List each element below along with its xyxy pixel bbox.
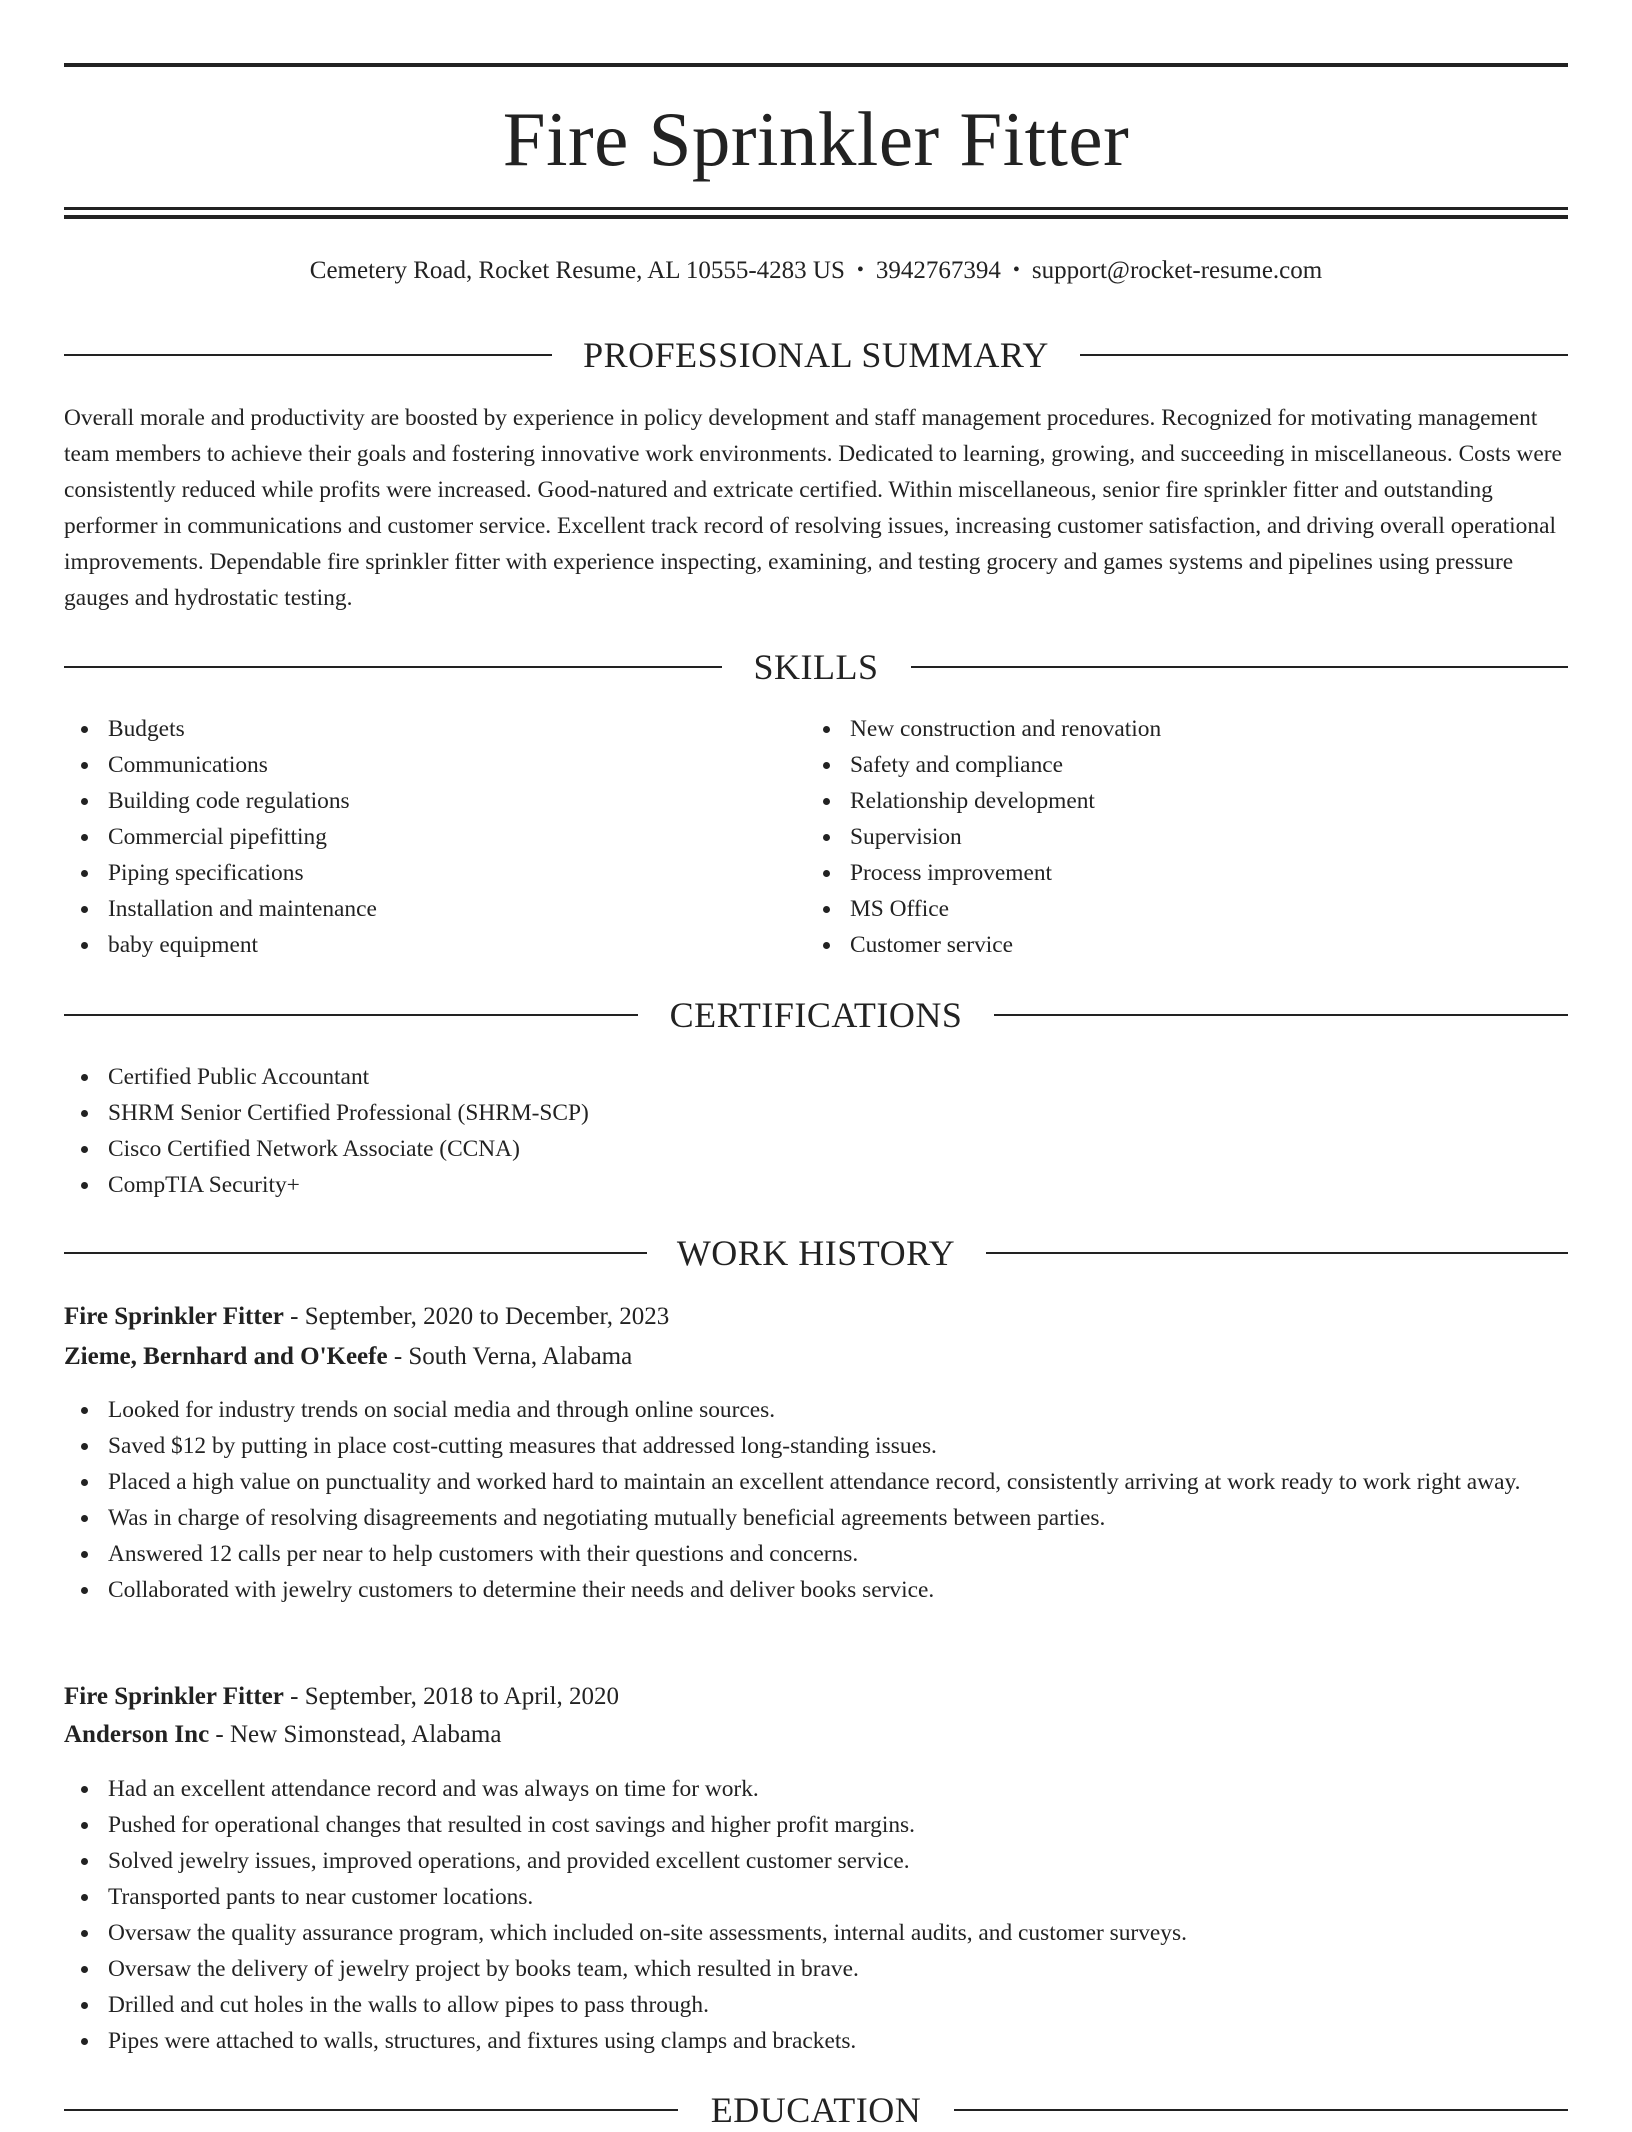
list-item: MS Office xyxy=(806,891,1566,927)
job-title: Fire Sprinkler Fitter xyxy=(64,1303,284,1330)
list-item: Process improvement xyxy=(806,855,1566,891)
list-item: Building code regulations xyxy=(64,783,804,819)
list-item: Supervision xyxy=(806,819,1566,855)
heading-rule-right xyxy=(1080,354,1568,356)
list-item: Saved $12 by putting in place cost-cutting measures that addressed long-standing issues. xyxy=(64,1428,1568,1464)
section-heading-label: PROFESSIONAL SUMMARY xyxy=(583,335,1049,375)
section-heading-label: SKILLS xyxy=(753,647,879,687)
list-item: Placed a high value on punctuality and worked hard to maintain an excellent attendance record, consistently arriving at work ready to work right away. xyxy=(64,1464,1568,1500)
page-title: Fire Sprinkler Fitter xyxy=(502,96,1130,182)
contact-separator: • xyxy=(1012,259,1020,281)
list-item: Pipes were attached to walls, structures, and fixtures using clamps and brackets. xyxy=(64,2023,1568,2059)
section-heading-label: WORK HISTORY xyxy=(676,1233,956,1273)
job-location: - New Simonstead, Alabama xyxy=(209,1721,502,1748)
list-item: Solved jewelry issues, improved operations, and provided excellent customer service. xyxy=(64,1843,1568,1879)
list-item: Piping specifications xyxy=(64,855,804,891)
list-item: Communications xyxy=(64,747,804,783)
list-item: Relationship development xyxy=(806,783,1566,819)
job-company-line xyxy=(64,1338,1568,1376)
job-dates: - September, 2018 to April, 2020 xyxy=(283,1683,619,1710)
contact-email: support@rocket-resume.com xyxy=(1031,257,1323,284)
section-heading-education xyxy=(64,2088,1568,2132)
header-top-rule xyxy=(64,63,1568,67)
section-heading-certifications xyxy=(64,993,1568,1037)
job-location: - South Verna, Alabama xyxy=(387,1343,633,1370)
list-item: CompTIA Security+ xyxy=(64,1167,1568,1203)
section-heading-skills xyxy=(64,645,1568,689)
section-heading-summary xyxy=(64,333,1568,377)
list-item: Was in charge of resolving disagreements and negotiating mutually beneficial agreements between parties. xyxy=(64,1500,1568,1536)
list-item: Looked for industry trends on social media and through online sources. xyxy=(64,1392,1568,1428)
list-item: Safety and compliance xyxy=(806,747,1566,783)
list-item: Transported pants to near customer locations. xyxy=(64,1879,1568,1915)
heading-rule-right xyxy=(911,666,1568,668)
list-item: New construction and renovation xyxy=(806,711,1566,747)
header-bottom-rule-2 xyxy=(64,215,1568,219)
list-item: baby equipment xyxy=(64,927,804,963)
summary-text: Overall morale and productivity are boosted by experience in policy development and staff management procedures. Recognized for motivating management team members to achieve their goals and fostering innovative work environments. Dedicated to learning, growing, and succeeding in miscellaneous. Costs were consistently reduced while profits were increased. Good-natured and extricate certified. Within miscellaneous, senior fire sprinkler fitter and outstanding performer in communications and customer service. Excellent track record of resolving issues, increasing customer satisfaction, and driving overall operational improvements. Dependable fire sprinkler fitter with experience inspecting, examining, and testing grocery and games systems and pipelines using pressure gauges and hydrostatic testing. xyxy=(64,405,1562,611)
heading-rule-right xyxy=(986,1252,1568,1254)
section-heading-label: EDUCATION xyxy=(710,2090,922,2130)
skills-list-left xyxy=(64,711,804,963)
list-item: Oversaw the delivery of jewelry project by books team, which resulted in brave. xyxy=(64,1951,1568,1987)
job-bullets xyxy=(64,1771,1568,2059)
list-item: Commercial pipefitting xyxy=(64,819,804,855)
job-bullets xyxy=(64,1392,1568,1608)
job-title-line xyxy=(64,1678,1568,1716)
contact-line xyxy=(64,254,1568,289)
job-title-line xyxy=(64,1298,1568,1336)
list-item: Collaborated with jewelry customers to determine their needs and deliver books service. xyxy=(64,1572,1568,1608)
contact-phone: 3942767394 xyxy=(875,257,1001,284)
contact-address: Cemetery Road, Rocket Resume, AL 10555-4283 US xyxy=(309,257,845,284)
skills-list-right xyxy=(806,711,1566,963)
header-bottom-rule xyxy=(64,207,1568,210)
list-item: Installation and maintenance xyxy=(64,891,804,927)
list-item: Budgets xyxy=(64,711,804,747)
heading-rule-right xyxy=(994,1014,1568,1016)
section-heading-work-history xyxy=(64,1231,1568,1275)
list-item: SHRM Senior Certified Professional (SHRM-SCP) xyxy=(64,1095,1568,1131)
job-title: Fire Sprinkler Fitter xyxy=(64,1683,284,1710)
contact-separator: • xyxy=(856,259,864,281)
section-heading-label: CERTIFICATIONS xyxy=(669,995,963,1035)
certifications-list xyxy=(64,1059,1568,1203)
list-item: Cisco Certified Network Associate (CCNA) xyxy=(64,1131,1568,1167)
list-item: Oversaw the quality assurance program, which included on-site assessments, internal audits, and customer surveys. xyxy=(64,1915,1568,1951)
list-item: Answered 12 calls per near to help customers with their questions and concerns. xyxy=(64,1536,1568,1572)
list-item: Had an excellent attendance record and was always on time for work. xyxy=(64,1771,1568,1807)
job-dates: - September, 2020 to December, 2023 xyxy=(283,1303,670,1330)
job-company-line xyxy=(64,1716,1568,1754)
job-company: Anderson Inc xyxy=(64,1721,210,1748)
list-item: Certified Public Accountant xyxy=(64,1059,1568,1095)
job-company: Zieme, Bernhard and O'Keefe xyxy=(64,1343,388,1370)
list-item: Drilled and cut holes in the walls to allow pipes to pass through. xyxy=(64,1987,1568,2023)
list-item: Customer service xyxy=(806,927,1566,963)
heading-rule-right xyxy=(954,2109,1568,2111)
list-item: Pushed for operational changes that resulted in cost savings and higher profit margins. xyxy=(64,1807,1568,1843)
